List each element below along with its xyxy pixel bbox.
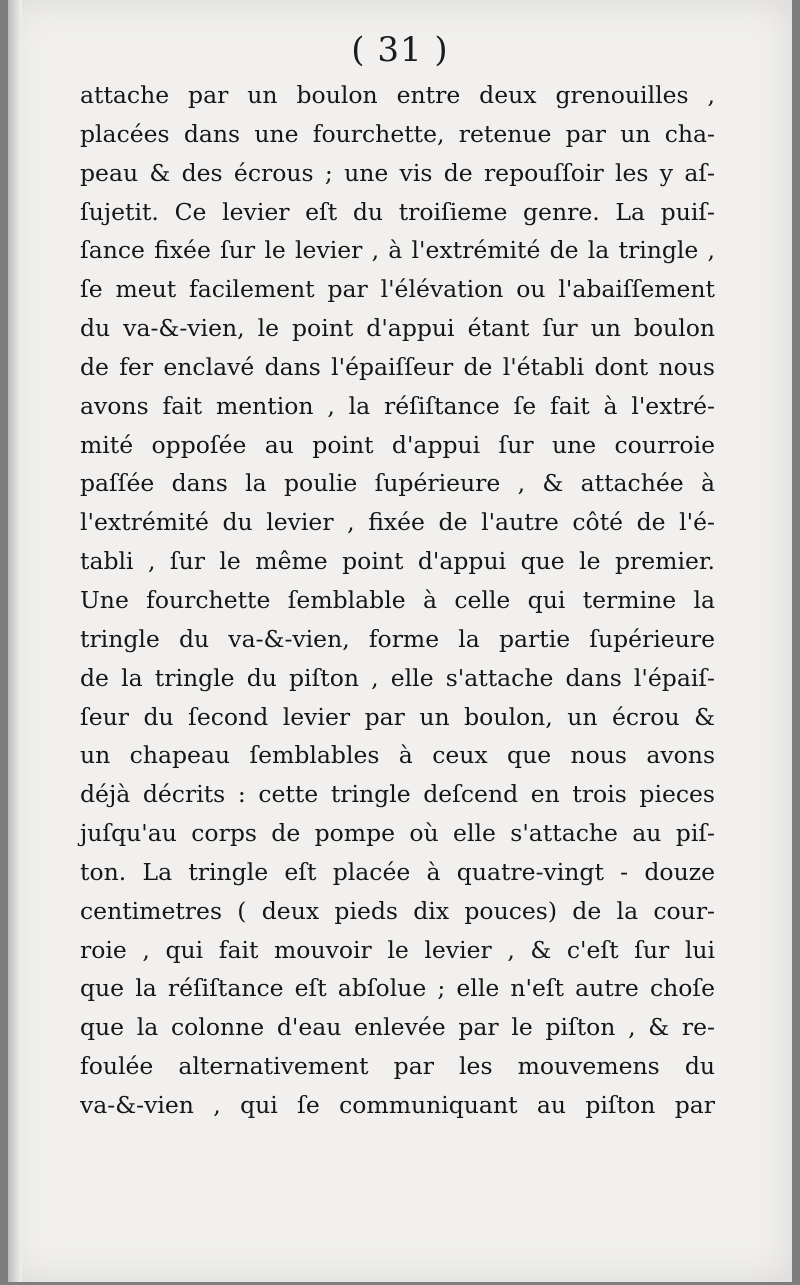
text-line: de fer enclavé dans l'épaiſſeur de l'établi dont nous — [80, 352, 715, 381]
page-gutter-shadow — [8, 0, 22, 1282]
text-line: centimetres ( deux pieds dix pouces) de la cour- — [80, 896, 715, 925]
text-line: juſqu'au corps de pompe où elle s'attache au piſ- — [80, 819, 715, 848]
text-line: mité oppoſée au point d'appui ſur une courroie — [80, 430, 715, 459]
text-line: que la réſiſtance eſt abſolue ; elle n'eſt autre choſe — [80, 974, 715, 1003]
text-line: roie , qui fait mouvoir le levier , & c'eſt ſur lui — [80, 935, 715, 964]
text-line: que la colonne d'eau enlevée par le piſton , & re- — [80, 1013, 715, 1042]
text-line: peau & des écrous ; une vis de repouſſoir les y aſ- — [80, 158, 715, 187]
text-line: ſe meut facilement par l'élévation ou l'abaiſſement — [80, 275, 715, 304]
text-line: va-&-vien , qui ſe communiquant au piſton par — [80, 1090, 715, 1119]
text-line: avons fait mention , la réſiſtance ſe fait à l'extré- — [80, 391, 715, 420]
text-line: tringle du va-&-vien, forme la partie ſupérieure — [80, 624, 715, 653]
text-line: un chapeau ſemblables à ceux que nous avons — [80, 741, 715, 770]
text-line: paſſée dans la poulie ſupérieure , & attachée à — [80, 469, 715, 498]
body-text — [80, 76, 715, 1125]
text-line: ſeur du ſecond levier par un boulon, un écrou & — [80, 702, 715, 731]
text-line: ton. La tringle eſt placée à quatre-vingt - douze — [80, 857, 715, 886]
text-line: attache par un boulon entre deux grenouilles , — [80, 81, 715, 109]
text-line: ſance fixée ſur le levier , à l'extrémité de la tringle , — [80, 236, 715, 265]
book-page — [8, 0, 792, 1282]
text-line: placées dans une fourchette, retenue par un cha- — [80, 119, 715, 148]
text-line: de la tringle du piſton , elle s'attache dans l'épaiſ- — [80, 663, 715, 692]
text-line: déjà décrits : cette tringle deſcend en trois pieces — [80, 780, 715, 809]
text-line: du va-&-vien, le point d'appui étant ſur un boulon — [80, 314, 715, 343]
text-line: ſujetit. Ce levier eſt du troiſieme genre. La puiſ- — [80, 197, 715, 226]
text-line: tabli , ſur le même point d'appui que le premier. — [80, 547, 715, 576]
text-line: l'extrémité du levier , fixée de l'autre côté de l'é- — [80, 508, 715, 537]
text-line: foulée alternativement par les mouvemens du — [80, 1052, 715, 1081]
page-number: ( 31 ) — [351, 30, 449, 70]
text-line: Une fourchette ſemblable à celle qui termine la — [80, 585, 715, 614]
